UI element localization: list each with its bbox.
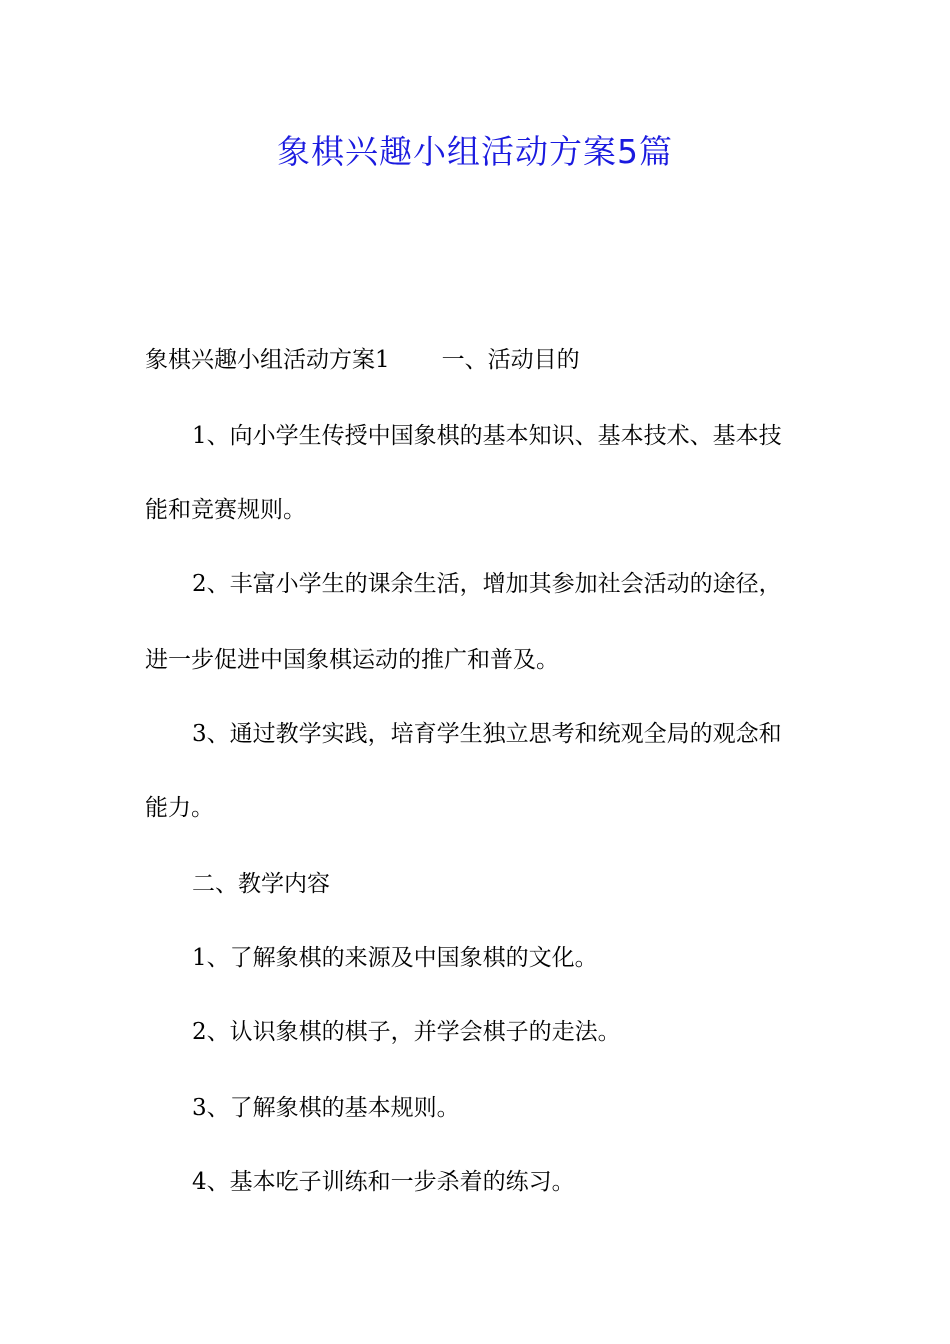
section-heading-content: 二、教学内容 xyxy=(192,871,330,897)
paragraph-line: 进一步促进中国象棋运动的推广和普及。 xyxy=(145,647,559,673)
list-item: 4、基本吃子训练和一步杀着的练习。 xyxy=(192,1169,575,1195)
list-item: 1、了解象棋的来源及中国象棋的文化。 xyxy=(192,945,598,971)
paragraph-line: 2、丰富小学生的课余生活，增加其参加社会活动的途径， xyxy=(192,571,782,597)
section-heading-objectives: 一、活动目的 xyxy=(441,347,580,373)
paragraph-line: 3、通过教学实践，培育学生独立思考和统观全局的观念和 xyxy=(192,721,782,747)
paragraph-line: 1、向小学生传授中国象棋的基本知识、基本技术、基本技 xyxy=(192,423,782,449)
list-item: 2、认识象棋的棋子，并学会棋子的走法。 xyxy=(192,1019,621,1045)
document-title: 象棋兴趣小组活动方案5篇 xyxy=(277,132,673,171)
paragraph-line: 能和竞赛规则。 xyxy=(145,497,306,523)
paragraph-line: 能力。 xyxy=(145,795,214,821)
first-section-heading xyxy=(145,344,815,376)
list-item: 3、了解象棋的基本规则。 xyxy=(192,1095,460,1121)
plan-heading: 象棋兴趣小组活动方案1 xyxy=(145,347,390,373)
